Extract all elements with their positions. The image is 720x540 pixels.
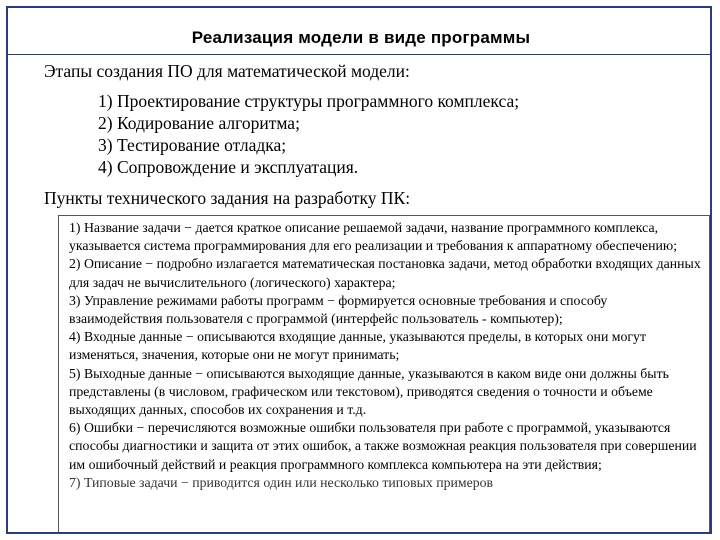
spec-heading: Пункты технического задания на разработку ПК: <box>44 188 411 208</box>
spec-item: 2) Описание − подробно излагается математическая постановка задачи, метод обработки входящих данных для задач не вычислительного (логического) характера; <box>69 256 701 290</box>
stages-list <box>98 90 519 178</box>
spec-item: 7) Типовые задачи − приводится один или несколько типовых примеров <box>69 474 494 490</box>
spec-item: 5) Выходные данные − описываются выходящие данные, указываются в каком виде они должны быть представлены (в числовом, графическом или текстовом), приводятся сведения о точности и объеме выходящих данных, способов их сохранения и т.д. <box>69 365 669 418</box>
spec-item: 3) Управление режимами работы программ − формируется основные требования и способу взаимодействия пользователя с программой (интерфейс пользователь - компьютер); <box>69 292 608 327</box>
stage-item: 2) Кодирование алгоритма; <box>98 113 300 133</box>
spec-item: 1) Название задачи − дается краткое описание решаемой задачи, название программного комплекса, указывается система программирования для его реализации и требования к аппаратному обеспечению; <box>69 220 678 254</box>
title-divider <box>8 54 710 55</box>
spec-box <box>58 215 710 534</box>
stage-item: 1) Проектирование структуры программного комплекса; <box>98 91 520 111</box>
slide-title: Реализация модели в виде программы <box>191 28 531 47</box>
stage-item: 3) Тестирование отладка; <box>98 135 287 155</box>
stage-item: 4) Сопровождение и эксплуатация. <box>98 157 359 177</box>
slide-frame <box>6 6 712 534</box>
spec-item: 4) Входные данные − описываются входящие данные, указываются пределы, в которых они могут изменяться, значения, которые они не могут принимать; <box>69 329 646 363</box>
stages-heading: Этапы создания ПО для математической модели: <box>44 61 410 81</box>
spec-item: 6) Ошибки − перечисляются возможные ошибки пользователя при работе с программой, указываются способы диагностики и защита от этих ошибок, а также возможная реакция пользователя при совершении им ошибочный действий и реакция программного комплекса компьютера на эти действия; <box>69 420 697 472</box>
